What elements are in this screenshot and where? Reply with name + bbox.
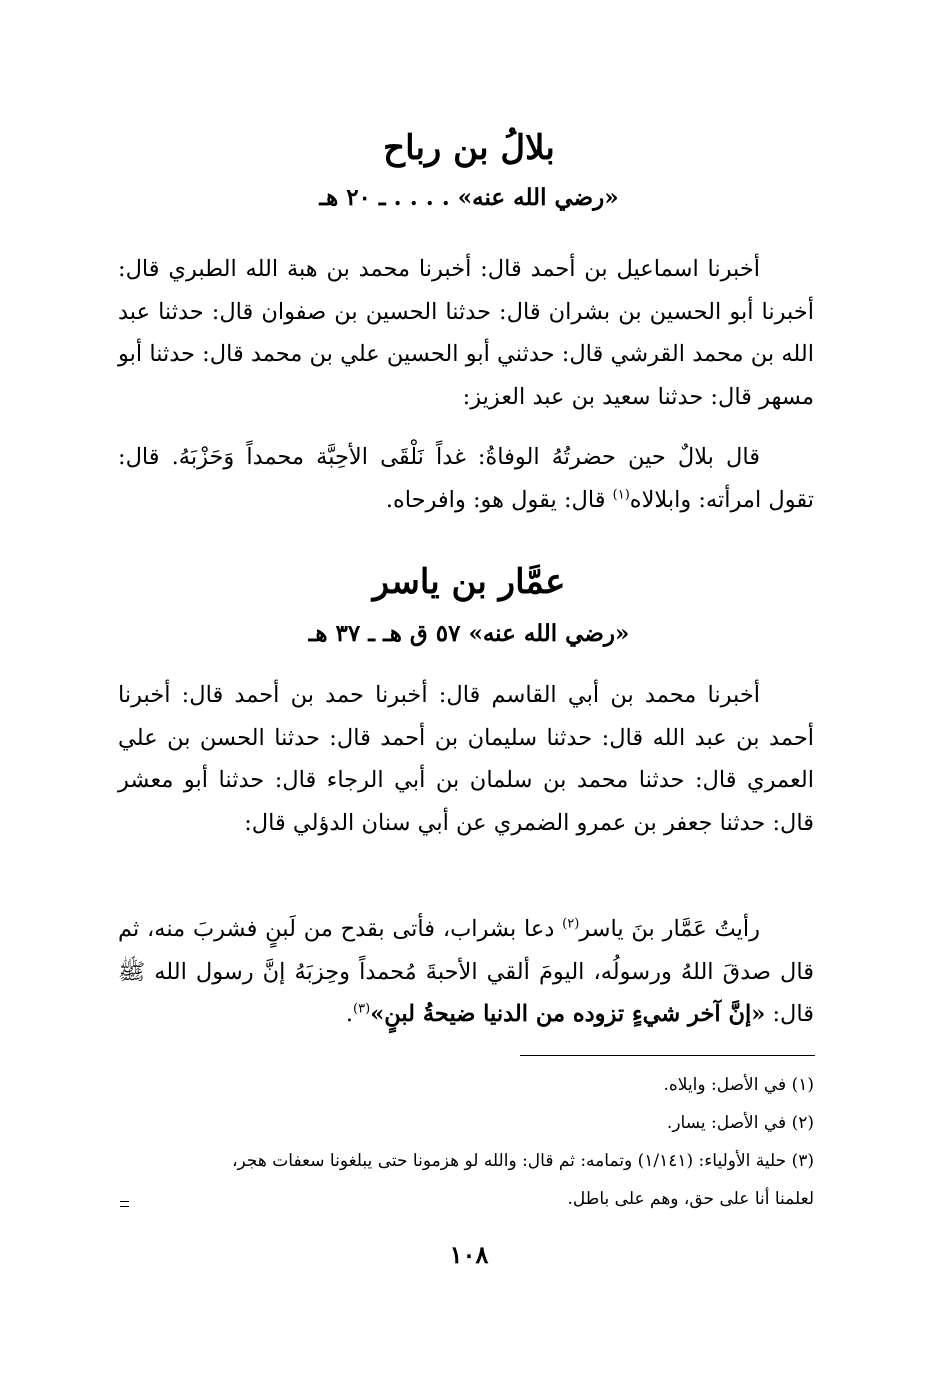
section-title-bilal: بلالُ بن رباح [383,128,555,168]
narration-paragraph-ammar [118,908,814,1036]
narration-text-ammar: رأيتُ عَمَّار بنَ ياسر [579,916,760,942]
footnote-item: (١) في الأصل: وايلاه. [663,1075,814,1095]
narration-text-bilal-end: قال: يقول هو: وافرحاه. [385,486,613,513]
narration-paragraph-bilal [118,436,814,521]
footnotes-list [118,1066,814,1218]
section-subtitle-bilal: «رضي الله عنه» . . . . ـ ٢٠ هـ [319,184,619,211]
narration-text-ammar-middle: دعا بشراب، فأتى بقدح من لَبنٍ فشربَ منه، ثم قال صدقَ اللهُ ورسولُه، اليومَ ألقي الأحبةَ مُحمداً وحِزبَهُ إنَّ رسول الله ﷺ قال: [118,916,814,1027]
isnad-paragraph-ammar [118,674,814,844]
footnote-continuation: لعلمنا أنا على حق، وهم على باطل. [567,1189,814,1209]
page-number: ١٠٨ [449,1240,489,1269]
narration-text-ammar-end: . [345,1001,354,1027]
narration-text-bilal: قال بلالٌ حين حضرتُهُ الوفاةُ: غداً نَلْقَى الأحِبَّة محمداً وَحَزْبَهُ. قال: تقول امرأته: وابلالاه [118,444,814,513]
footnote-divider [520,1055,815,1056]
section-subtitle-ammar: «رضي الله عنه» ٥٧ ق هـ ـ ٣٧ هـ [308,620,630,647]
hadith-quote: «إنَّ آخر شيءٍ تزوده من الدنيا ضيحةُ لبنٍ» [370,1001,766,1027]
section-title-ammar: عمَّار بن ياسر [372,562,566,602]
footnote-item: (٢) في الأصل: يسار. [666,1113,814,1133]
isnad-text-bilal: أخبرنا اسماعيل بن أحمد قال: أخبرنا محمد بن هبة الله الطبري قال: أخبرنا أبو الحسين بن بشران قال: حدثنا الحسين بن صفوان قال: حدثنا عبد الله بن محمد القرشي قال: حدثني أبو الحسين علي بن محمد قال: حدثنا أبو مسهر قال: حدثنا سعيد بن عبد العزيز: [118,256,814,410]
end-of-note-mark [120,1201,129,1207]
isnad-text-ammar: أخبرنا محمد بن أبي القاسم قال: أخبرنا حمد بن أحمد قال: أخبرنا أحمد بن عبد الله قال: حدثنا سليمان بن أحمد قال: حدثنا الحسن بن علي العمري قال: حدثنا محمد بن سلمان بن أبي الرجاء قال: حدثنا أبو معشر قال: حدثنا جعفر بن عمرو الضمري عن أبي سنان الدؤلي قال: [118,682,814,836]
footnote-item: (٣) حلية الأولياء: (١/١٤١) وتمامه: ثم قال: والله لو هزمونا حتى يبلغونا سعفات هجر، [232,1151,814,1171]
footnote-ref-2: (٢) [562,916,580,932]
isnad-paragraph-bilal [118,248,814,418]
footnote-ref-1: (١) [612,487,630,502]
footnote-ref-3: (٣) [353,1001,371,1017]
